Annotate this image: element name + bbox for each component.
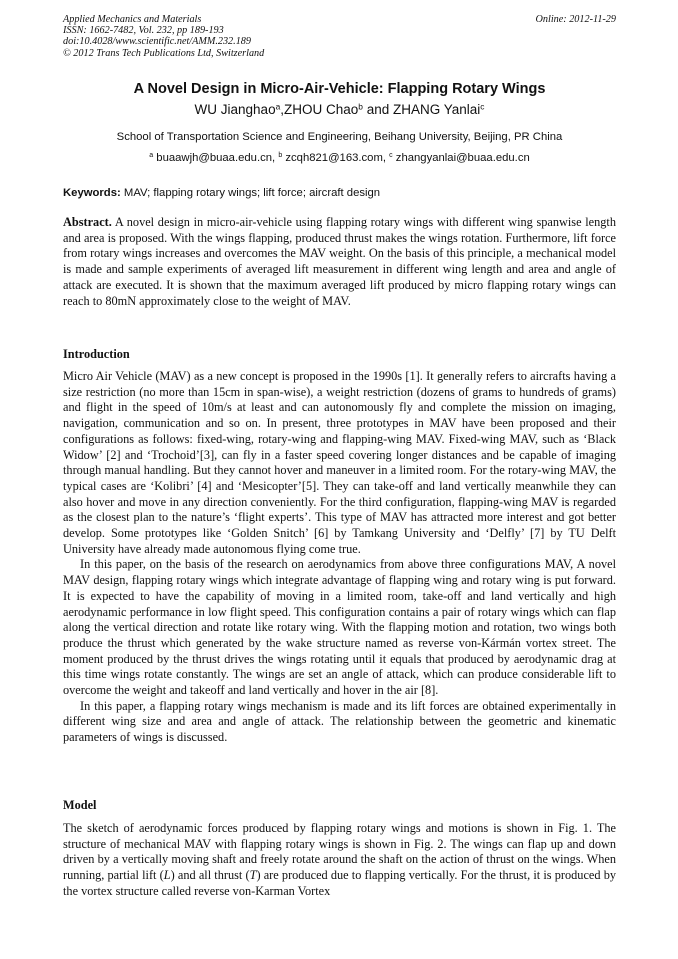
journal-issn: ISSN: 1662-7482, Vol. 232, pp 189-193	[63, 25, 224, 37]
keywords-text: MAV; flapping rotary wings; lift force; aircraft design	[123, 187, 381, 199]
affiliation: School of Transportation Science and Engineering, Beihang University, Beijing, PR China	[116, 131, 563, 143]
author-affil-mark: c	[480, 101, 485, 112]
paper-title: A Novel Design in Micro-Air-Vehicle: Flapping Rotary Wings	[133, 81, 546, 97]
paragraph: Micro Air Vehicle (MAV) as a new concept is proposed in the 1990s [1]. It generally refers to aircrafts having a size restriction (no more than 15cm in span-wise), a weight restriction (dozens of grams to hundreds of grams) and flight in the speed of 10m/s at least and can autonomously fly and complete the mission on imaging, navigation, communication and so on. In present, three prototypes in MAV have been proposed and their configurations as follows: fixed-wing, rotary-wing and flapping-wing MAV. Fixed-wing MAV, such as ‘Black Widow’ [2] and ‘Trochoid’[3], can fly in a faster speed covering longer distances and be capable of imaging through manual handling. But they cannot hover and maneuver in a limited room. For the rotary-wing MAV, the typical cases are ‘Kolibri’ [4] and ‘Mesicopter’[5]. They can take-off and land vertically meanwhile they can also hover and move in any direction conveniently. For the third configuration, flapping-wing MAV is regarded as the closest plan to the nature’s ‘flight experts’. This type of MAV has attracted more interest and got better develop. Some prototypes like ‘Golden Snitch’ [6] by Tamkang University and ‘Delfly’ [7] by TU Delft University have already made autonomous flying come true.	[63, 369, 616, 556]
email-separator: ,	[382, 152, 390, 164]
symbol-thrust: T	[249, 868, 257, 883]
author-name: WU Jianghao	[194, 102, 276, 117]
email-separator: ,	[272, 152, 279, 164]
journal-doi: doi:10.4028/www.scientific.net/AMM.232.189	[63, 36, 251, 48]
author-affil-mark: b	[358, 101, 363, 112]
section-heading-introduction: Introduction	[63, 347, 130, 361]
email-mark: c	[389, 152, 393, 160]
paragraph: In this paper, on the basis of the research on aerodynamics from above three configurations MAV, A novel MAV design, flapping rotary wings which integrate advantage of flapping wing and rotary wing is put forward. It is expected to have the capability of moving in a limited room, take-off and land vertically and high aerodynamic performance in low flight speed. This configuration contains a pair of rotary wings which can flap along the vertical direction and rotate like rotary wing. With the flapping motion and rotation, two wings both produce the thrust which generated by the wake structure named as reverse von-Kármán vortex street. The moment produced by the thrust drives the wings rotating until it equals that produced by aerodynamic drag at this time wings rotate constantly. The wings are set an angle of attack, which can produce considerable lift to overcome the weight and takeoff and land vertically and hover in the air [8].	[63, 557, 616, 698]
email-mark: b	[278, 152, 283, 160]
keywords-label: Keywords:	[63, 187, 121, 199]
author-affil-mark: a	[275, 101, 281, 112]
email-mark: a	[149, 152, 154, 160]
author-separator: ,	[280, 102, 284, 117]
online-date: Online: 2012-11-29	[535, 14, 616, 25]
section-heading-model: Model	[63, 798, 97, 812]
author-separator: and	[362, 102, 393, 117]
author-name: ZHANG Yanlai	[392, 102, 481, 117]
symbol-lift: L	[163, 868, 171, 883]
model-text-b: ) and all thrust (	[170, 868, 250, 883]
email-list	[63, 150, 616, 166]
email-address[interactable]: buaawjh@buaa.edu.cn	[156, 152, 273, 164]
email-address[interactable]: zhangyanlai@buaa.edu.cn	[395, 152, 530, 164]
model-text-c: ) are produced due to flapping vertically. For the thrust, it is produced by the vortex structure called reverse von-Karman Vortex	[63, 868, 617, 898]
paragraph: In this paper, a flapping rotary wings mechanism is made and its lift forces are obtained experimentally in different wing size and area and angle of attack. The relationship between the geometric and kinematic parameters of wings is discussed.	[63, 698, 616, 745]
model-text-a: The sketch of aerodynamic forces produced by flapping rotary wings and motions is shown in Fig. 1. The structure of mechanical MAV with flapping rotary wings is shown in Fig. 2. The wings can flap up and down driven by a vertically moving shaft and freely rotate around the shaft on the action of thrust on the wings. When running, partial lift (	[63, 821, 616, 883]
author-list	[63, 101, 616, 119]
email-address[interactable]: zcqh821@163.com	[285, 152, 383, 164]
keywords-line	[63, 185, 616, 201]
paragraph	[63, 821, 616, 900]
introduction-body	[63, 369, 616, 746]
model-body	[63, 821, 616, 900]
journal-header	[63, 14, 616, 59]
author-name: ZHOU Chao	[284, 102, 359, 117]
abstract-label: Abstract.	[63, 215, 112, 229]
journal-copyright: © 2012 Trans Tech Publications Ltd, Switzerland	[63, 47, 265, 59]
journal-name: Applied Mechanics and Materials	[63, 14, 202, 25]
abstract-text: A novel design in micro-air-vehicle using flapping rotary wings with different wing spanwise length and area is proposed. With the wings flapping, produced thrust makes the wings rotation. Furthermore, lift force from rotary wings increases and overcomes the MAV weight. On the basis of this principle, a mechanical model is made and sample experiments of averaged lift measurement in different wing length and area and angle of attack are executed. It is shown that the maximum averaged lift produced by micro flapping rotary wings can reach to 80mN approximately close to the weight of MAV.	[63, 215, 616, 308]
abstract	[63, 215, 616, 309]
